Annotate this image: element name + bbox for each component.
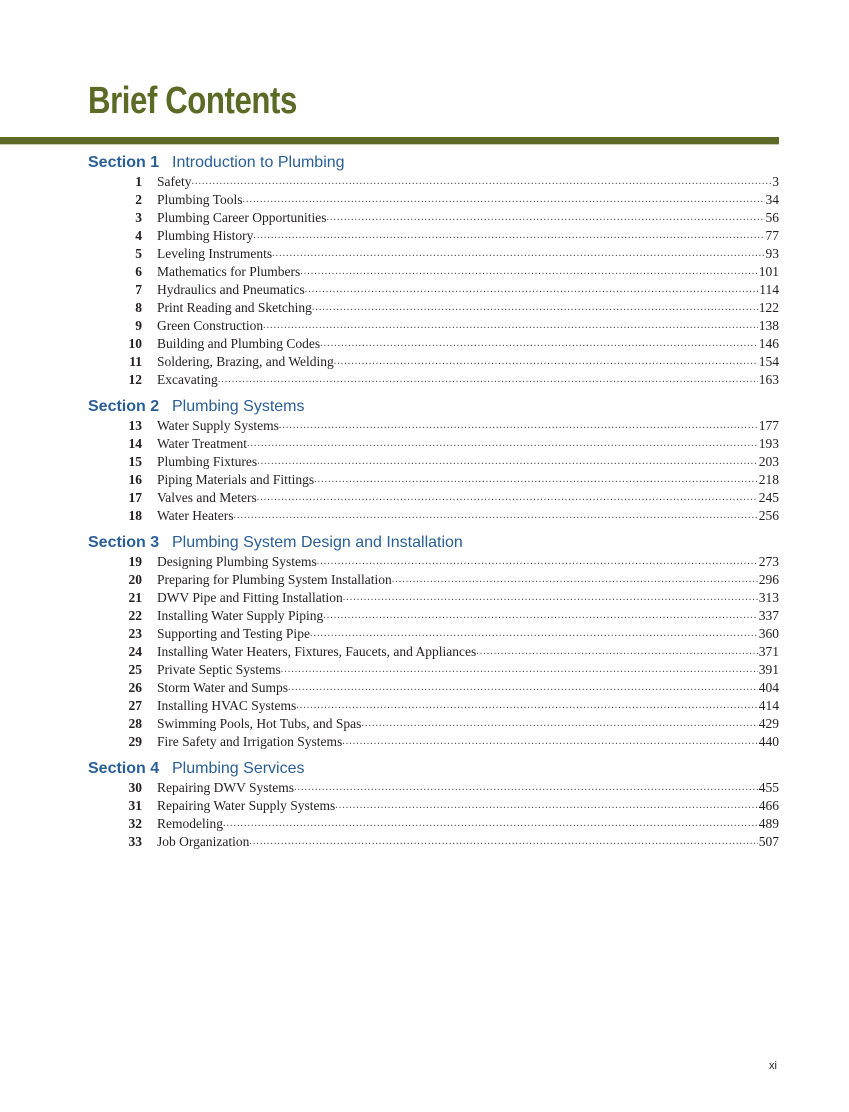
chapter-page: 273 — [758, 554, 779, 569]
chapter-number: 14 — [128, 436, 142, 451]
chapter-page: 122 — [758, 300, 779, 315]
chapter-title: Leveling Instruments — [157, 246, 273, 261]
dot-leader — [476, 643, 758, 661]
toc-entry[interactable] — [88, 733, 779, 751]
dot-leader — [310, 625, 758, 643]
chapter-title: Installing Water Heaters, Fixtures, Faucets, and Appliances — [157, 644, 477, 659]
toc-entry[interactable] — [88, 571, 779, 589]
chapter-page: 56 — [765, 210, 779, 225]
chapter-title: Building and Plumbing Codes — [157, 336, 321, 351]
chapter-title: Job Organization — [157, 834, 250, 849]
chapter-title: Installing Water Supply Piping — [157, 608, 324, 623]
dot-leader — [223, 815, 758, 833]
toc-entry[interactable] — [88, 299, 779, 317]
chapter-title: Installing HVAC Systems — [157, 698, 297, 713]
dot-leader — [263, 317, 758, 335]
chapter-number: 12 — [128, 372, 142, 387]
chapter-number: 19 — [128, 554, 142, 569]
toc-entry[interactable] — [88, 779, 779, 797]
chapter-title: Remodeling — [157, 816, 223, 831]
chapter-page: 414 — [758, 698, 779, 713]
chapter-number: 33 — [128, 834, 142, 849]
chapter-title: Preparing for Plumbing System Installation — [157, 572, 392, 587]
chapter-title: Soldering, Brazing, and Welding — [157, 354, 334, 369]
chapter-title: Water Supply Systems — [157, 418, 279, 433]
chapter-page: 101 — [758, 264, 779, 279]
chapter-title: Valves and Meters — [157, 490, 257, 505]
dot-leader — [253, 227, 764, 245]
chapter-page: 404 — [758, 680, 779, 695]
toc-entry[interactable] — [88, 281, 779, 299]
dot-leader — [305, 281, 759, 299]
chapter-title: Swimming Pools, Hot Tubs, and Spas — [157, 716, 362, 731]
chapter-title: Repairing Water Supply Systems — [157, 798, 336, 813]
toc-entry[interactable] — [88, 335, 779, 353]
chapter-number: 28 — [128, 716, 142, 731]
dot-leader — [314, 471, 758, 489]
toc-entry[interactable] — [88, 553, 779, 571]
chapter-number: 20 — [128, 572, 142, 587]
chapter-page: 429 — [758, 716, 779, 731]
chapter-page: 440 — [758, 734, 779, 749]
chapter-title: Print Reading and Sketching — [157, 300, 312, 315]
chapter-title: Plumbing History — [157, 228, 254, 243]
toc-entry[interactable] — [88, 263, 779, 281]
chapter-number: 26 — [128, 680, 142, 695]
chapter-page: 391 — [758, 662, 779, 677]
chapter-title: Plumbing Fixtures — [157, 454, 258, 469]
chapter-number: 4 — [135, 228, 142, 243]
table-of-contents — [88, 153, 779, 851]
section-label: Section 1 — [88, 154, 160, 171]
dot-leader — [323, 607, 757, 625]
chapter-page: 3 — [772, 174, 779, 189]
dot-leader — [342, 733, 758, 751]
chapter-number: 11 — [129, 354, 142, 369]
dot-leader — [326, 209, 764, 227]
chapter-title: Fire Safety and Irrigation Systems — [157, 734, 343, 749]
chapter-number: 6 — [135, 264, 142, 279]
section-title: Plumbing Systems — [172, 398, 305, 415]
dot-leader — [335, 797, 757, 815]
toc-entry[interactable] — [88, 643, 779, 661]
toc-entry[interactable] — [88, 625, 779, 643]
toc-entry[interactable] — [88, 715, 779, 733]
dot-leader — [218, 371, 758, 389]
dot-leader — [343, 589, 758, 607]
chapter-page: 313 — [758, 590, 779, 605]
chapter-number: 30 — [128, 780, 142, 795]
dot-leader — [257, 489, 758, 507]
chapter-title: Safety — [157, 174, 192, 189]
section-label: Section 4 — [88, 760, 160, 777]
chapter-number: 2 — [135, 192, 142, 207]
chapter-page: 466 — [758, 798, 779, 813]
chapter-title: Piping Materials and Fittings — [157, 472, 315, 487]
dot-leader — [192, 173, 772, 191]
chapter-number: 9 — [135, 318, 142, 333]
section-label: Section 2 — [88, 398, 160, 415]
chapter-page: 218 — [758, 472, 779, 487]
dot-leader — [300, 263, 758, 281]
chapter-number: 29 — [128, 734, 142, 749]
title-rule — [0, 137, 779, 144]
toc-entry[interactable] — [88, 489, 779, 507]
chapter-number: 21 — [128, 590, 142, 605]
toc-entry[interactable] — [88, 507, 779, 525]
dot-leader — [317, 553, 758, 571]
chapter-page: 371 — [758, 644, 779, 659]
chapter-page: 360 — [758, 626, 779, 641]
toc-entry[interactable] — [88, 227, 779, 245]
section-title: Plumbing System Design and Installation — [172, 534, 463, 551]
chapter-title: Green Construction — [157, 318, 264, 333]
dot-leader — [392, 571, 758, 589]
chapter-number: 16 — [128, 472, 142, 487]
toc-entry[interactable] — [88, 173, 779, 191]
toc-entry[interactable] — [88, 371, 779, 389]
chapter-number: 7 — [135, 282, 142, 297]
toc-entry[interactable] — [88, 815, 779, 833]
chapter-number: 32 — [128, 816, 142, 831]
dot-leader — [247, 435, 758, 453]
chapter-title: Supporting and Testing Pipe — [157, 626, 310, 641]
chapter-page: 507 — [758, 834, 779, 849]
toc-entry[interactable] — [88, 607, 779, 625]
chapter-page: 296 — [758, 572, 779, 587]
chapter-title: Storm Water and Sumps — [157, 680, 289, 695]
section-heading — [88, 153, 779, 173]
section-heading — [88, 533, 779, 553]
title-rule-highlight — [0, 144, 779, 145]
toc-entry[interactable] — [88, 661, 779, 679]
chapter-page: 256 — [758, 508, 779, 523]
chapter-title: DWV Pipe and Fitting Installation — [157, 590, 343, 605]
chapter-number: 10 — [128, 336, 142, 351]
chapter-number: 24 — [128, 644, 142, 659]
dot-leader — [320, 335, 758, 353]
toc-entry[interactable] — [88, 589, 779, 607]
toc-entry[interactable] — [88, 209, 779, 227]
chapter-title: Excavating — [157, 372, 218, 387]
dot-leader — [334, 353, 758, 371]
dot-leader — [361, 715, 757, 733]
chapter-number: 27 — [128, 698, 142, 713]
chapter-page: 245 — [758, 490, 779, 505]
toc-entry[interactable] — [88, 833, 779, 851]
section-heading — [88, 759, 779, 779]
toc-entry[interactable] — [88, 245, 779, 263]
dot-leader — [281, 661, 758, 679]
chapter-title: Repairing DWV Systems — [157, 780, 294, 795]
toc-entry[interactable] — [88, 417, 779, 435]
chapter-title: Water Treatment — [157, 436, 248, 451]
page-title: Brief Contents — [88, 80, 297, 122]
dot-leader — [294, 779, 758, 797]
toc-entry[interactable] — [88, 353, 779, 371]
page-number: xi — [769, 1060, 777, 1072]
chapter-title: Plumbing Tools — [157, 192, 243, 207]
toc-entry[interactable] — [88, 797, 779, 815]
chapter-page: 77 — [765, 228, 779, 243]
dot-leader — [288, 679, 758, 697]
chapter-page: 93 — [765, 246, 779, 261]
section-label: Section 3 — [88, 534, 160, 551]
dot-leader — [257, 453, 758, 471]
section-heading — [88, 397, 779, 417]
chapter-number: 3 — [135, 210, 142, 225]
dot-leader — [249, 833, 757, 851]
chapter-page: 146 — [758, 336, 779, 351]
chapter-title: Hydraulics and Pneumatics — [157, 282, 305, 297]
chapter-number: 13 — [128, 418, 142, 433]
chapter-title: Private Septic Systems — [157, 662, 281, 677]
toc-entry[interactable] — [88, 453, 779, 471]
section-title: Introduction to Plumbing — [172, 154, 345, 171]
dot-leader — [279, 417, 758, 435]
toc-entry[interactable] — [88, 317, 779, 335]
dot-leader — [272, 245, 764, 263]
toc-entry[interactable] — [88, 697, 779, 715]
chapter-page: 337 — [758, 608, 779, 623]
chapter-title: Plumbing Career Opportunities — [157, 210, 327, 225]
chapter-title: Water Heaters — [157, 508, 234, 523]
chapter-number: 25 — [128, 662, 142, 677]
chapter-page: 177 — [758, 418, 779, 433]
chapter-number: 8 — [135, 300, 142, 315]
toc-entry[interactable] — [88, 191, 779, 209]
chapter-number: 5 — [135, 246, 142, 261]
dot-leader — [312, 299, 758, 317]
chapter-page: 138 — [758, 318, 779, 333]
toc-entry[interactable] — [88, 435, 779, 453]
chapter-number: 31 — [128, 798, 142, 813]
chapter-page: 34 — [765, 192, 779, 207]
chapter-page: 203 — [758, 454, 779, 469]
chapter-title: Designing Plumbing Systems — [157, 554, 317, 569]
dot-leader — [296, 697, 757, 715]
chapter-page: 154 — [758, 354, 779, 369]
chapter-number: 18 — [128, 508, 142, 523]
chapter-number: 15 — [128, 454, 142, 469]
chapter-number: 22 — [128, 608, 142, 623]
toc-entry[interactable] — [88, 471, 779, 489]
chapter-page: 114 — [759, 282, 779, 297]
chapter-page: 455 — [758, 780, 779, 795]
chapter-number: 23 — [128, 626, 142, 641]
toc-entry[interactable] — [88, 679, 779, 697]
chapter-title: Mathematics for Plumbers — [157, 264, 301, 279]
dot-leader — [242, 191, 764, 209]
chapter-page: 193 — [758, 436, 779, 451]
chapter-number: 1 — [135, 174, 142, 189]
chapter-page: 163 — [758, 372, 779, 387]
section-title: Plumbing Services — [172, 760, 305, 777]
chapter-number: 17 — [128, 490, 142, 505]
chapter-page: 489 — [758, 816, 779, 831]
dot-leader — [234, 507, 758, 525]
